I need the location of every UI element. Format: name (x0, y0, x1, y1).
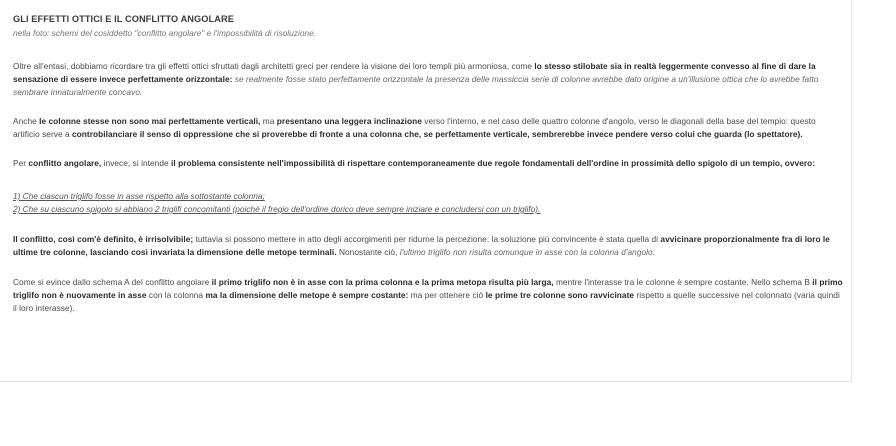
text-span: Per (13, 158, 29, 168)
bold-span: le colonne stesse non sono mai perfettamente verticali, (39, 116, 261, 126)
text-span: Come si evince dallo schema A del conflitto angolare (13, 277, 212, 287)
text-span: ma per ottenere ciò (408, 290, 486, 300)
rule-item: 1) Che ciascun triglifo fosse in asse rispetto alla sottostante colonna; (13, 191, 265, 201)
paragraph-schemes (13, 276, 843, 315)
bold-span: il primo triglifo non è nuovamente in asse (13, 277, 843, 300)
bold-span: ma la dimensione delle metope è sempre costante: (205, 290, 409, 300)
rule-item: 2) Che su ciascuno spigolo si abbiano 2 triglifi concomitanti (poiché il fregio dell'ordine dorico deve sempre iniziare e concludersi con un triglifo). (13, 204, 541, 214)
text-span: ma (260, 116, 277, 126)
bold-span: controbilanciare il senso di oppressione che si proverebbe di fronte a una colonna che, se perfettamente verticale, sembrerebbe invece pendere verso colui che guarda (lo spettatore). (72, 129, 803, 139)
text-span: Nonostante ciò, (336, 247, 400, 257)
paragraph-conflict-solution (13, 233, 843, 259)
bold-span: presentano una leggera inclinazione (276, 116, 422, 126)
article-title: GLI EFFETTI OTTICI E IL CONFLITTO ANGOLARE (13, 14, 234, 24)
text-span: con la colonna (146, 290, 206, 300)
bold-span: le prime tre colonne sono ravvicinate (485, 290, 635, 300)
article-content (13, 13, 843, 315)
text-span: Oltre all'entasi, dobbiamo ricordare tra gli effetti ottici sfruttati dagli architetti greci per rendere la visione dei loro templi più armoniosa, come (13, 61, 535, 71)
text-span: Anche (13, 116, 40, 126)
bold-span: Il conflitto, così com'è definito, è irrisolvibile; (13, 234, 194, 244)
paragraph-optical-effects (13, 60, 843, 99)
bold-span: il primo triglifo non è in asse con la prima colonna e la prima metopa risulta più larga, (211, 277, 554, 287)
italic-span: se realmente fosse stato perfettamente orizzontale la presenza delle massiccia serie di colonne avrebbe dato origine a un'illusione ottica che lo avrebbe fatto sembrare innaturalmente concavo. (13, 74, 819, 97)
text-span: mentre l'interasse tra le colonne è sempre costante. Nello schema B (553, 277, 813, 287)
paragraph-angular-conflict (13, 157, 843, 170)
text-span: rispetto a quelle successive nel colonnato (varia quindi il loro interasse). (13, 290, 840, 313)
bold-span: conflitto angolare, (28, 158, 102, 168)
paragraph-columns (13, 115, 843, 141)
bold-span: il problema consistente nell'impossibilità di rispettare contemporaneamente due regole fondamentali dell'ordine in prossimità dello spigolo di un tempio, ovvero: (171, 158, 816, 168)
photo-caption: nella foto: schemi del cosiddetto "conflitto angolare" e l'impossibilità di risoluzione. (13, 28, 317, 38)
bold-span: lo stesso stilobate sia in realtà leggermente convesso al fine di dare la sensazione di essere invece perfettamente orizzontale: (13, 61, 816, 84)
text-span: tuttavia si possono mettere in atto degli accorgimenti per ridurne la percezione: la soluzione più convincente è stata quella di (193, 234, 661, 244)
text-span: invece, si intende (101, 158, 172, 168)
bold-span: avvicinare proporzionalmente fra di loro le ultime tre colonne, lasciando così invariata la dimensione delle metope terminali. (13, 234, 830, 257)
rules-list (13, 190, 843, 216)
italic-span: l'ultimo triglifo non risulta comunque in asse con la colonna d'angolo. (399, 247, 656, 257)
text-span: verso l'interno, e nel caso delle quattro colonne d'angolo, verso le diagonali della base del tempio: questo artificio serve a (13, 116, 816, 139)
